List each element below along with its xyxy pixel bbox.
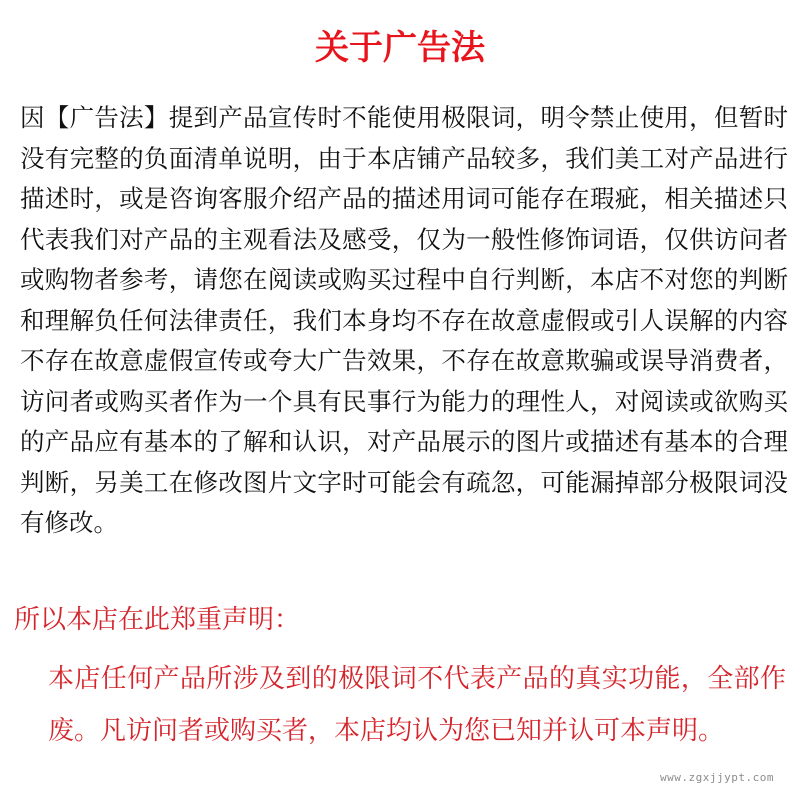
page-title: 关于广告法 bbox=[315, 28, 485, 68]
disclaimer-body: 因【广告法】提到产品宣传时不能使用极限词，明令禁止使用，但暂时没有完整的负面清单说明，由于本店铺产品较多，我们美工对产品进行描述时，或是咨询客服介绍产品的描述用词可能存在瑕疵，相关描述只代表我们对产品的主观看法及感受，仅为一般性修饰词语，仅供访问者或购物者参考，请您在阅读或购买过程中自行判断，本店不对您的判断和理解负任何法律责任，我们本身均不存在故意虚假或引人误解的内容不存在故意虚假宣传或夸大广告效果，不存在故意欺骗或误导消费者，访问者或购买者作为一个具有民事行为能力的理性人，对阅读或欲购买的产品应有基本的了解和认识，对产品展示的图片或描述有基本的合理判断，另美工在修改图片文字时可能会有疏忽，可能漏掉部分极限词没有修改。 bbox=[20, 103, 788, 537]
declaration-heading: 所以本店在此郑重声明： bbox=[14, 605, 301, 635]
declaration-content: 本店任何产品所涉及到的极限词不代表产品的真实功能，全部作废。凡访问者或购买者，本店均认为您已知并认可本声明。 bbox=[48, 664, 786, 746]
site-watermark: www.zgxjjypt.com bbox=[660, 771, 774, 784]
